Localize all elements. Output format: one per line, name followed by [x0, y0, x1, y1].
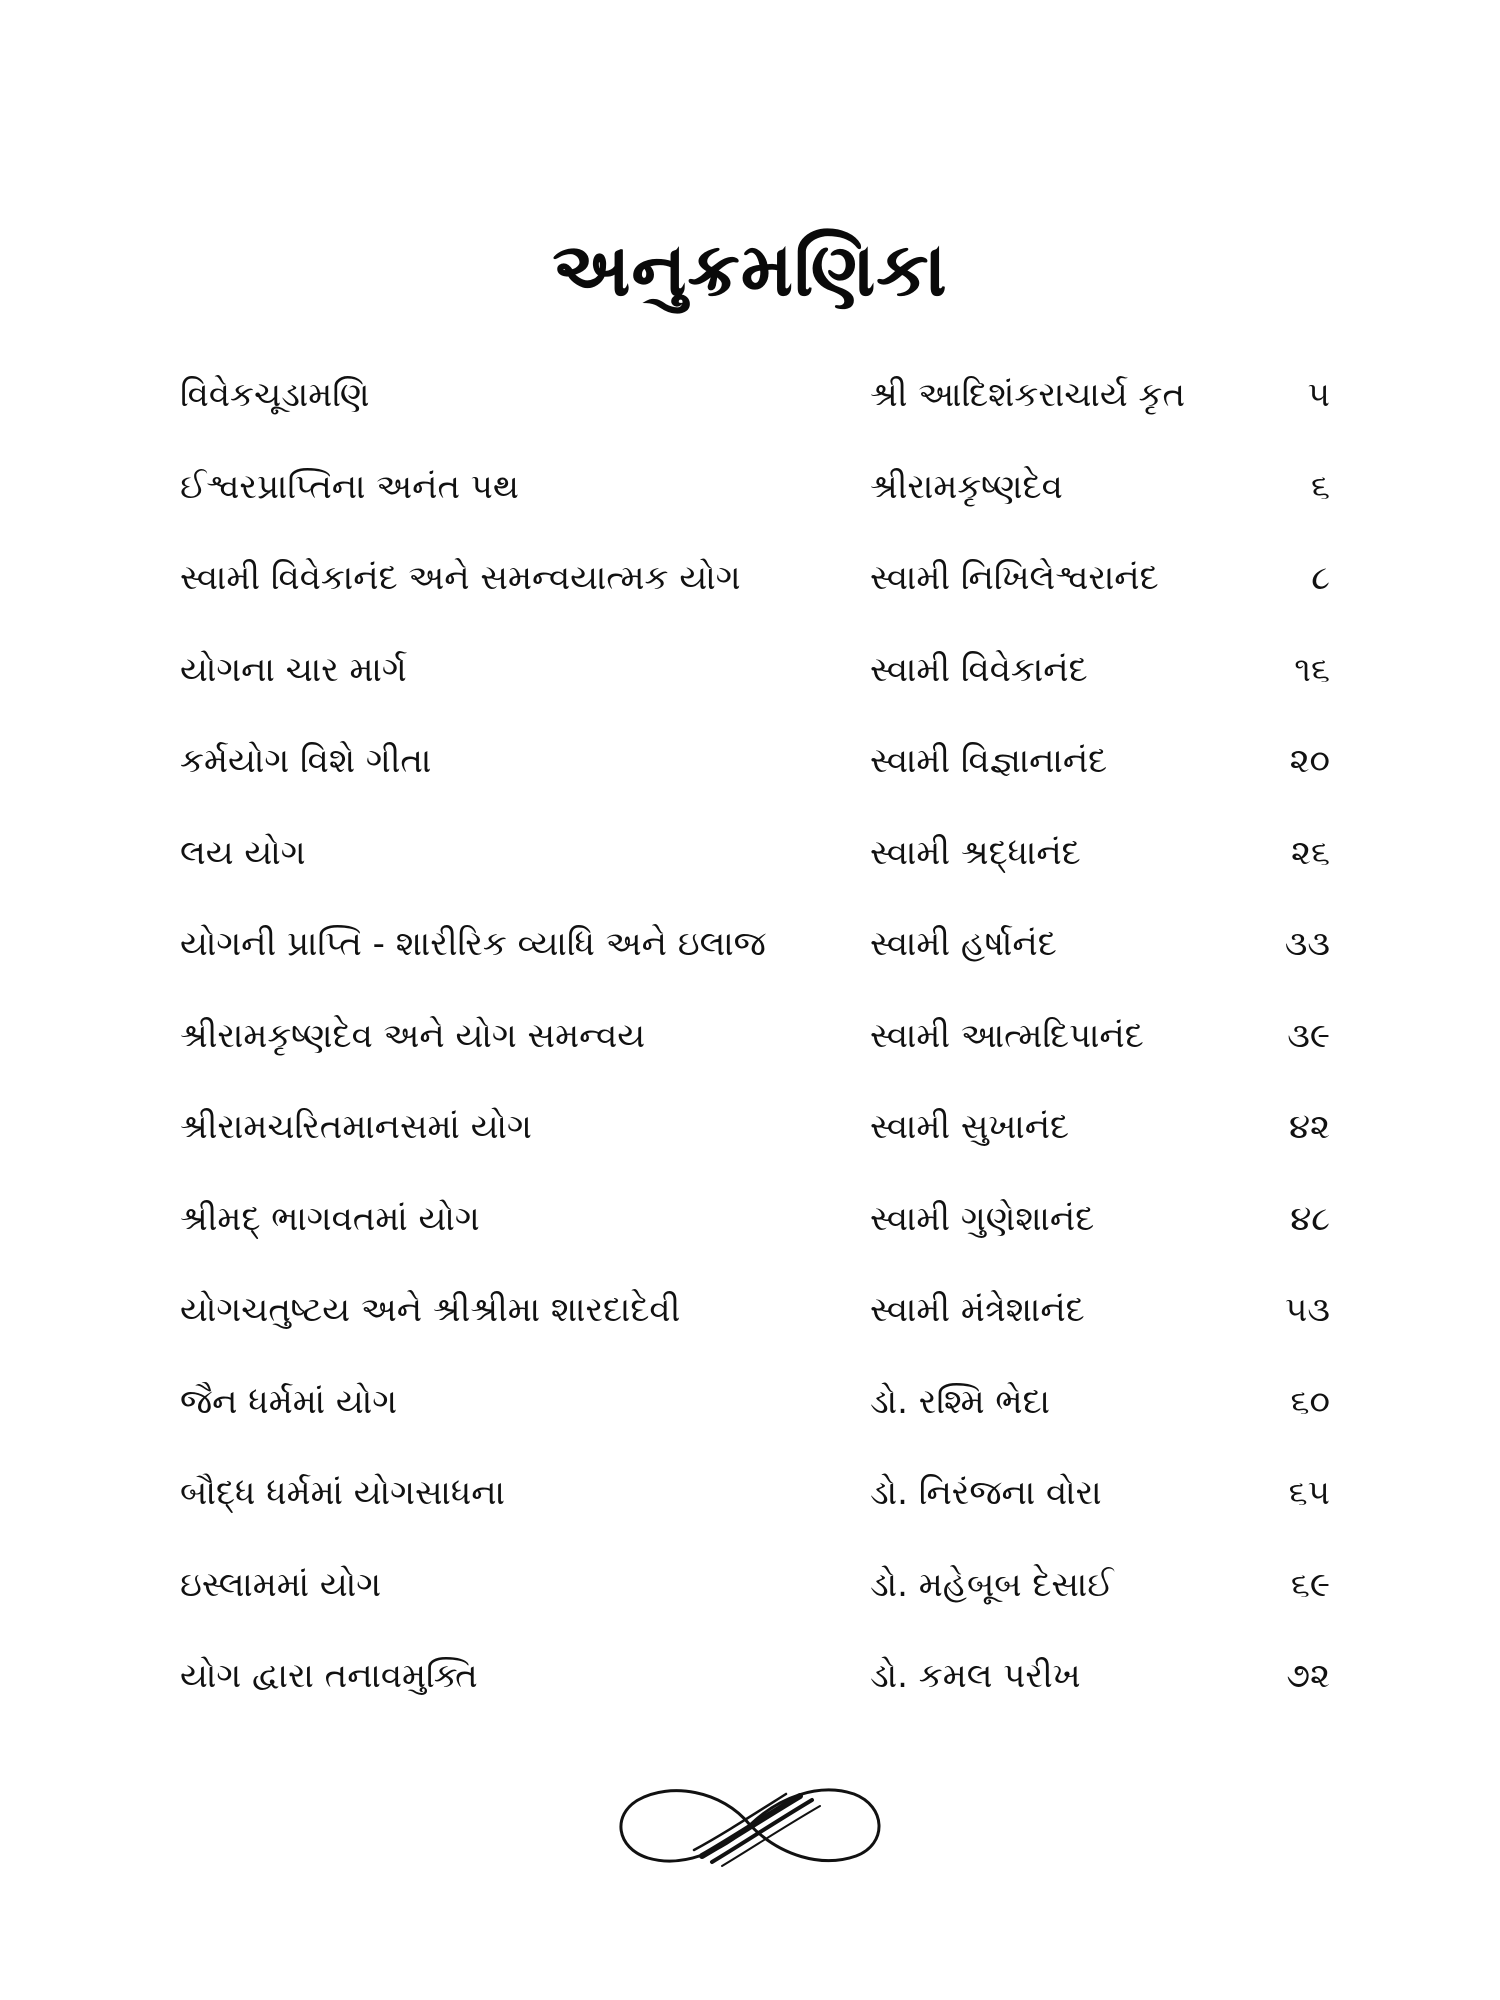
toc-entry[interactable]	[0, 1540, 1500, 1632]
toc-entry[interactable]	[0, 1174, 1500, 1266]
toc-entry-page: ૨૬	[1291, 832, 1330, 873]
toc-entry-page: ૬૯	[1290, 1564, 1330, 1605]
toc-entry-page: ૪૨	[1288, 1107, 1330, 1147]
toc-entry[interactable]	[0, 533, 1500, 625]
toc-entry-title: બૌદ્ધ ધર્મમાં યોગસાધના	[180, 1473, 505, 1513]
toc-entry-author: ડો. મહેબૂબ દેસાઈ	[870, 1564, 1114, 1605]
toc-entry-title: લય યોગ	[180, 832, 306, 873]
toc-entry-author: સ્વામી મંત્રેશાનંદ	[870, 1290, 1085, 1330]
toc-entry-author: ડો. કમલ પરીખ	[870, 1656, 1081, 1696]
toc-entry-author: સ્વામી નિખિલેશ્વરાનંદ	[870, 558, 1159, 598]
toc-entry[interactable]	[0, 1265, 1500, 1357]
toc-entry-page: ૬૦	[1290, 1381, 1330, 1422]
toc-entry[interactable]	[0, 1448, 1500, 1540]
toc-entry[interactable]	[0, 442, 1500, 534]
toc-entry-page: ૬૫	[1288, 1473, 1330, 1513]
toc-entry-author: સ્વામી વિજ્ઞાનાનંદ	[870, 741, 1108, 781]
toc-entry-title: ઇસ્લામમાં યોગ	[180, 1564, 382, 1605]
toc-entry[interactable]	[0, 1082, 1500, 1174]
infinity-flourish-icon	[610, 1770, 890, 1880]
toc-entry-page: ૩૩	[1284, 924, 1330, 964]
toc-entry-page: ૮	[1311, 558, 1330, 598]
toc-entry-title: સ્વામી વિવેકાનંદ અને સમન્વયાત્મક યોગ	[180, 558, 741, 598]
toc-entry-title: જૈન ધર્મમાં યોગ	[180, 1381, 398, 1422]
toc-entry-title: યોગની પ્રાપ્તિ - શારીરિક વ્યાધિ અને ઇલાજ	[180, 924, 766, 964]
toc-entry[interactable]	[0, 350, 1500, 442]
toc-entry-author: ડો. નિરંજના વોરા	[870, 1473, 1102, 1513]
toc-entry-page: ૫૩	[1285, 1290, 1330, 1330]
toc-entry-title: યોગના ચાર માર્ગ	[180, 649, 407, 690]
toc-entry[interactable]	[0, 991, 1500, 1083]
toc-entry-author: સ્વામી ગુણેશાનંદ	[870, 1198, 1095, 1239]
toc-entry-page: ૩૯	[1287, 1015, 1330, 1056]
toc-entry-page: ૬	[1310, 466, 1330, 507]
toc-entry-title: કર્મયોગ વિશે ગીતા	[180, 741, 432, 781]
toc-entry[interactable]	[0, 808, 1500, 900]
toc-entry-page: ૫	[1307, 375, 1330, 415]
toc-entry-author: શ્રીરામકૃષ્ણદેવ	[870, 466, 1063, 507]
toc-entry-author: સ્વામી આત્મદિપાનંદ	[870, 1015, 1144, 1056]
toc-entry-page: ૭૨	[1286, 1656, 1330, 1696]
toc-entry-author: સ્વામી સુખાનંદ	[870, 1107, 1070, 1147]
toc-entry-title: શ્રીરામકૃષ્ણદેવ અને યોગ સમન્વય	[180, 1015, 646, 1056]
toc-entry-page: ૪૮	[1290, 1198, 1330, 1239]
toc-entry[interactable]	[0, 1357, 1500, 1449]
toc-entry-title: વિવેકચૂડામણિ	[180, 375, 370, 415]
page-title: અનુક્રમણિકા	[552, 226, 948, 313]
toc-entry-page: ૧૬	[1294, 649, 1330, 690]
toc-entry-author: ડો. રશ્મિ ભેદા	[870, 1381, 1050, 1422]
toc-entry-title: યોગચતુષ્ટય અને શ્રીશ્રીમા શારદાદેવી	[180, 1290, 681, 1330]
toc-entry-page: ૨૦	[1289, 741, 1330, 781]
toc-entry-title: યોગ દ્વારા તનાવમુક્તિ	[180, 1656, 478, 1696]
table-of-contents	[0, 350, 1500, 1723]
toc-entry-title: શ્રીમદ્ ભાગવતમાં યોગ	[180, 1198, 480, 1239]
toc-entry[interactable]	[0, 716, 1500, 808]
toc-entry-author: શ્રી આદિશંકરાચાર્ય કૃત	[870, 375, 1186, 415]
toc-entry-author: સ્વામી શ્રદ્ધાનંદ	[870, 832, 1081, 873]
toc-entry[interactable]	[0, 1631, 1500, 1723]
toc-entry[interactable]	[0, 625, 1500, 717]
toc-entry-author: સ્વામી હર્ષાનંદ	[870, 924, 1057, 964]
toc-entry-title: શ્રીરામચરિતમાનસમાં યોગ	[180, 1107, 532, 1147]
toc-entry-author: સ્વામી વિવેકાનંદ	[870, 649, 1088, 690]
toc-entry-title: ઈશ્વરપ્રાપ્તિના અનંત પથ	[180, 466, 519, 507]
toc-entry[interactable]	[0, 899, 1500, 991]
